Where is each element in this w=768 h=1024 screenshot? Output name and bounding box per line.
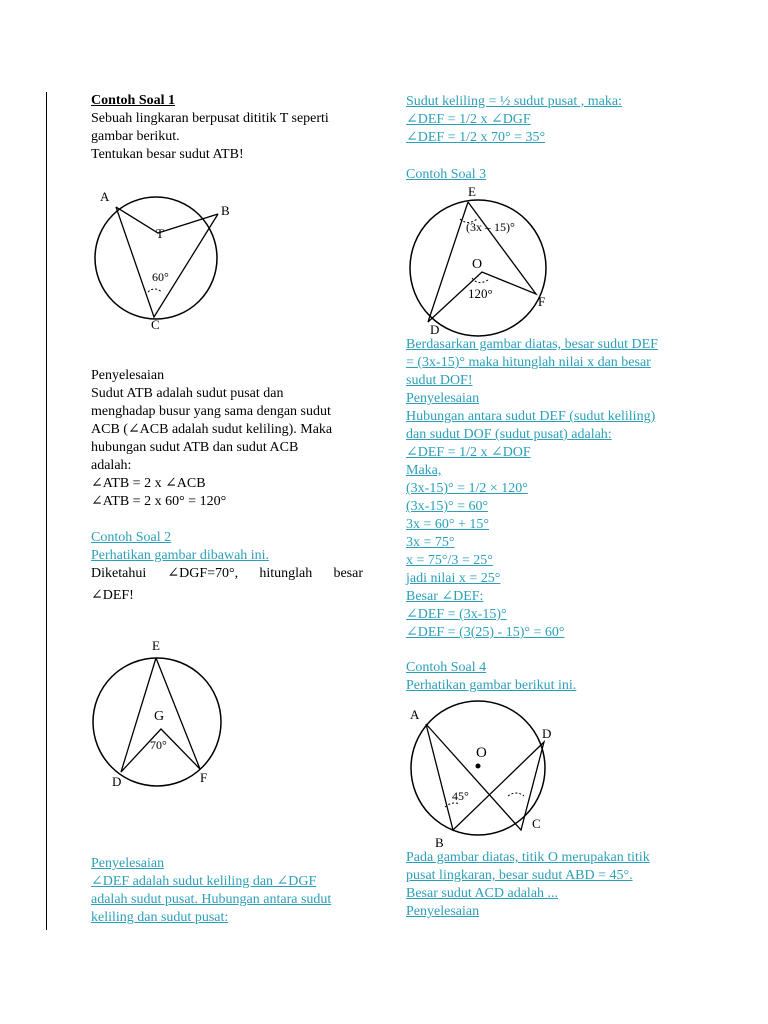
figure-soal2 (90, 638, 250, 793)
soal4-title: Contoh Soal 4 (406, 660, 487, 675)
solution-line: Penyelesaian (91, 856, 165, 871)
given-line: ∠DEF! (91, 588, 134, 603)
angle-label: 60° (152, 270, 169, 284)
solution-line: adalah: (91, 458, 132, 473)
label-F: F (200, 770, 208, 785)
soal1-solution (91, 367, 332, 511)
soal4-heading (406, 659, 576, 695)
label-D: D (112, 774, 122, 789)
label-E: E (152, 638, 160, 653)
soal2-heading (91, 529, 269, 565)
angle-label: 70° (150, 738, 167, 752)
figure-soal1 (90, 190, 250, 335)
solution-line: ∠DEF = 1/2 x 70° = 35° (406, 130, 546, 145)
solution-line: ∠DEF = 1/2 x ∠DGF (406, 112, 531, 127)
angle-label: 45° (452, 789, 469, 803)
given-word: hitunglah (259, 566, 313, 581)
soal1-title: Contoh Soal 1 (91, 93, 176, 108)
text-line: sudut DOF! (406, 373, 473, 388)
label-D: D (430, 322, 440, 337)
given-word: ∠DGF=70°, (167, 566, 239, 581)
label-F: F (538, 294, 546, 309)
text-line: = (3x-15)° maka hitunglah nilai x dan besar (406, 355, 651, 370)
given-word: Diketahui (91, 566, 147, 581)
soal1-text (91, 92, 329, 164)
soal1-line: Sebuah lingkaran berpusat dititik T seperti (91, 111, 329, 126)
label-B: B (221, 203, 230, 218)
soal2-instruction: Perhatikan gambar dibawah ini. (91, 548, 270, 563)
soal3-title: Contoh Soal 3 (406, 167, 487, 182)
text-line: Besar ∠DEF: (406, 589, 484, 604)
text-line: 3x = 60° + 15° (406, 517, 489, 532)
label-C: C (151, 317, 160, 332)
text-line: (3x-15)° = 1/2 × 120° (406, 481, 528, 496)
text-line: pusat lingkaran, besar sudut ABD = 45°. (406, 868, 633, 883)
given-word: besar (333, 566, 363, 581)
text-line: (3x-15)° = 60° (406, 499, 489, 514)
solution-line: ∠DEF adalah sudut keliling dan ∠DGF (91, 874, 317, 889)
solution-line: adalah sudut pusat. Hubungan antara sudut (91, 892, 332, 907)
text-line: Pada gambar diatas, titik O merupakan titik (406, 850, 650, 865)
label-A: A (410, 707, 420, 722)
soal1-line: Tentukan besar sudut ATB! (91, 147, 244, 162)
text-line: x = 75°/3 = 25° (406, 553, 493, 568)
solution-line: Sudut ATB adalah sudut pusat dan (91, 386, 284, 401)
label-O: O (472, 257, 483, 272)
label-E: E (468, 184, 476, 199)
text-line: ∠DEF = (3(25) - 15)° = 60° (406, 625, 565, 640)
soal2-title: Contoh Soal 2 (91, 530, 172, 545)
text-line: Maka, (406, 463, 442, 478)
text-line: Penyelesaian (406, 904, 480, 919)
label-B: B (435, 835, 444, 850)
text-line: ∠DEF = (3x-15)° (406, 607, 507, 622)
solution-line: menghadap busur yang sama dengan sudut (91, 404, 331, 419)
label-D: D (542, 726, 552, 741)
text-line: Berdasarkan gambar diatas, besar sudut DEF (406, 337, 658, 352)
angle-label-top: (3x – 15)° (466, 220, 515, 234)
text-line: dan sudut DOF (sudut pusat) adalah: (406, 427, 612, 442)
soal4-instruction: Perhatikan gambar berikut ini. (406, 678, 577, 693)
solution-line: hubungan sudut ATB dan sudut ACB (91, 440, 299, 455)
text-line: Besar sudut ACD adalah ... (406, 886, 559, 901)
solution-line: ACB (∠ACB adalah sudut keliling). Maka (91, 422, 333, 437)
text-line: 3x = 75° (406, 535, 455, 550)
soal3-text (406, 336, 658, 642)
label-C: C (532, 816, 541, 831)
solution-line: keliling dan sudut pusat: (91, 910, 229, 925)
label-T: T (156, 226, 164, 241)
angle-label-center: 120° (468, 286, 493, 301)
label-A: A (100, 189, 110, 204)
soal2-given (91, 563, 363, 607)
given-line (91, 563, 363, 585)
soal1-line: gambar berikut. (91, 129, 180, 144)
soal4-text (406, 849, 650, 921)
margin-rule (46, 92, 47, 930)
label-O: O (476, 745, 487, 761)
figure-soal3 (408, 182, 568, 337)
text-line: Hubungan antara sudut DEF (sudut keliling) (406, 409, 656, 424)
text-line: jadi nilai x = 25° (406, 571, 501, 586)
text-line: Penyelesaian (406, 391, 480, 406)
solution-line: ∠ATB = 2 x ∠ACB (91, 476, 206, 491)
solution-line: ∠ATB = 2 x 60° = 120° (91, 494, 227, 509)
soal2-continued (406, 93, 622, 147)
solution-line: Penyelesaian (91, 368, 165, 383)
figure-soal4 (408, 704, 568, 854)
text-line: ∠DEF = 1/2 x ∠DOF (406, 445, 531, 460)
label-G: G (154, 709, 165, 724)
solution-line: Sudut keliling = ½ sudut pusat , maka: (406, 94, 622, 109)
soal2-solution (91, 855, 331, 927)
